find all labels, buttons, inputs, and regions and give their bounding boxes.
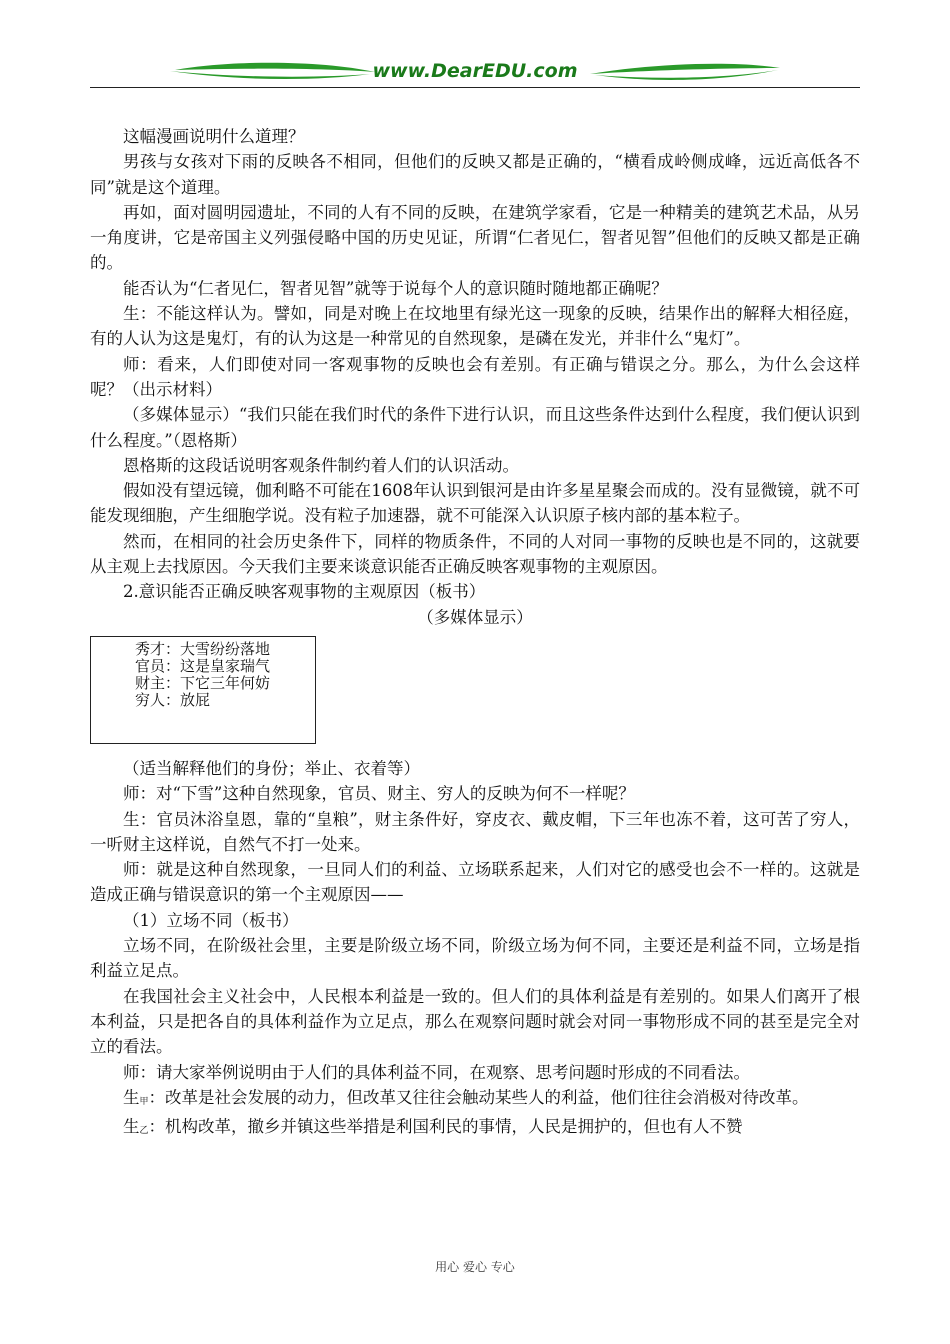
box-line: 财主：下它三年何妨	[135, 673, 271, 692]
paragraph: 立场不同，在阶级社会里，主要是阶级立场不同，阶级立场为何不同，主要还是利益不同，立场是指利益立足点。	[90, 936, 860, 981]
paragraph: （多媒体显示）“我们只能在我们时代的条件下进行认识，而且这些条件达到什么程度，我们便认识到什么程度。”（恩格斯）	[90, 405, 860, 450]
paragraph: 师：看来，人们即使对同一客观事物的反映也会有差别。有正确与错误之分。那么，为什么会这样呢？（出示材料）	[90, 354, 860, 399]
paragraph: 师：就是这种自然现象，一旦同人们的利益、立场联系起来，人们对它的感受也会不一样的。这就是造成正确与错误意识的第一个主观原因——	[90, 860, 860, 905]
box-line: 穷人：放屁	[135, 690, 211, 709]
paragraph: 男孩与女孩对下雨的反映各不相同，但他们的反映又都是正确的，“横看成岭侧成峰，远近高低各不同”就是这个道理。	[90, 152, 860, 197]
paragraph: 假如没有望远镜，伽利略不可能在1608年认识到银河是由许多星星聚会而成的。没有显微镜，就不可能发现细胞，产生细胞学说。没有粒子加速器，就不可能深入认识原子核内部的基本粒子。	[90, 481, 860, 526]
speaker: 生	[123, 1087, 140, 1107]
paragraph: 恩格斯的这段话说明客观条件制约着人们的认识活动。	[123, 455, 519, 475]
speech-text: ：机构改革，撤乡并镇这些举措是利国利民的事情，人民是拥护的，但也有人不赞	[148, 1117, 743, 1137]
document-body	[90, 124, 860, 1143]
speaker-subscript: 甲	[139, 1096, 149, 1107]
student-jia-paragraph	[90, 1085, 860, 1114]
paragraph: 这幅漫画说明什么道理？	[123, 127, 305, 146]
section-heading: 2.意识能否正确反映客观事物的主观原因（板书）	[123, 582, 486, 602]
site-header-logo	[90, 56, 860, 90]
page-footer: 用心 爱心 专心	[435, 1260, 515, 1274]
multimedia-label: （多媒体显示）	[417, 607, 533, 627]
section-subheading: （1）立场不同（板书）	[123, 910, 299, 930]
paragraph: 师：请大家举例说明由于人们的具体利益不同，在观察、思考问题时形成的不同看法。	[123, 1062, 750, 1082]
paragraph: 生：不能这样认为。譬如，同是对晚上在坟地里有绿光这一现象的反映，结果作出的解释大相径庭，有的人认为这是鬼灯，有的认为这是一种常见的自然现象，是磷在发光，并非什么“鬼灯”。	[90, 304, 860, 349]
box-line: 秀才：大雪纷纷落地	[135, 639, 271, 658]
paragraph: 再如，面对圆明园遗址，不同的人有不同的反映，在建筑学家看，它是一种精美的建筑艺术品，从另一角度讲，它是帝国主义列强侵略中国的历史见证，所谓“仁者见仁，智者见智”但他们的反映又都是正确的。	[90, 202, 860, 273]
paragraph: 生：官员沐浴皇恩，靠的“皇粮”，财主条件好，穿皮衣、戴皮帽，下三年也冻不着，这可苦了穷人，一听财主这样说，自然气不打一处来。	[90, 809, 860, 854]
speaker-subscript: 乙	[139, 1126, 149, 1137]
box-line: 官员：这是皇家瑞气	[135, 656, 271, 675]
site-logo-text[interactable]: www.DearEDU.com	[372, 60, 578, 82]
dialogue-box	[90, 636, 316, 744]
paragraph: 在我国社会主义社会中，人民根本利益是一致的。但人们的具体利益是有差别的。如果人们离开了根本利益，只是把各自的具体利益作为立足点，那么在观察问题时就会对同一事物形成不同的甚至是完全对立的看法。	[90, 986, 860, 1057]
header-divider	[90, 87, 860, 88]
paragraph: （适当解释他们的身份；举止、衣着等）	[123, 758, 420, 778]
paragraph: 师：对“下雪”这种自然现象，官员、财主、穷人的反映为何不一样呢？	[123, 784, 635, 804]
speech-text: ：改革是社会发展的动力，但改革又往往会触动某些人的利益，他们往往会消极对待改革。	[148, 1087, 809, 1107]
speaker: 生	[123, 1117, 140, 1137]
paragraph: 然而，在相同的社会历史条件下，同样的物质条件，不同的人对同一事物的反映也是不同的，这就要从主观上去找原因。今天我们主要来谈意识能否正确反映客观事物的主观原因。	[90, 531, 860, 577]
paragraph: 能否认为“仁者见仁，智者见智”就等于说每个人的意识随时随地都正确呢？	[123, 278, 668, 298]
student-yi-paragraph	[90, 1114, 860, 1143]
